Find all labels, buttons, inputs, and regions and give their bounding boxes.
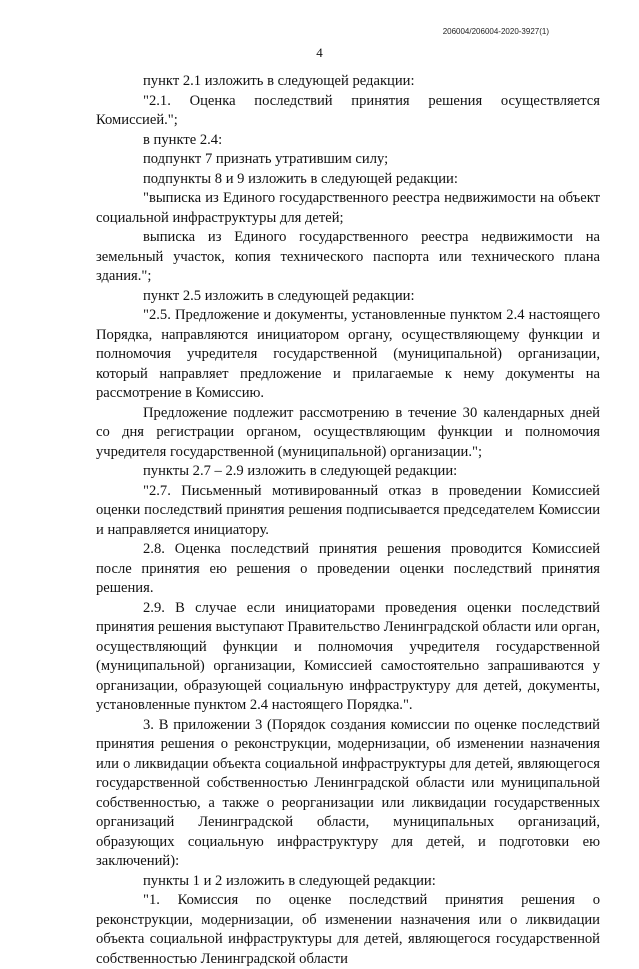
paragraph: пункты 1 и 2 изложить в следующей редакции: (143, 872, 436, 889)
paragraph: пункт 2.1 изложить в следующей редакции: (143, 73, 415, 89)
paragraph: пункт 2.5 изложить в следующей редакции: (143, 287, 415, 304)
paragraph: "выписка из Единого государственного реестра недвижимости на объект социальной инфраструктуры для детей; (96, 190, 600, 226)
paragraph: 2.8. Оценка последствий принятия решения проводится Комиссией после принятия ею решения о проведении оценки последствий принятия решения. (96, 541, 600, 596)
paragraph: подпункт 7 признать утратившим силу; (143, 151, 389, 167)
document-id: 206004/206004-2020-3927(1) (442, 27, 549, 36)
paragraph: в пункте 2.4: (143, 131, 223, 148)
paragraph: 2.9. В случае если инициаторами проведения оценки последствий принятия решения выступают Правительство Ленинградской области или орган, осуществляющий функции и полномочия учредителя государственной (муниципальной) организации, Комиссией самостоятельно запрашиваются у организации, образующей социальную инфраструктуру для детей, документы, установленные пунктом 2.4 настоящего Порядка.". (96, 599, 600, 713)
paragraph: подпункты 8 и 9 изложить в следующей редакции: (143, 170, 458, 187)
paragraph: выписка из Единого государственного реестра недвижимости на земельный участок, копия технического паспорта или технического плана здания."; (96, 229, 600, 284)
paragraph: "2.7. Письменный мотивированный отказ в проведении Комиссией оценки последствий принятия решения подписывается председателем Комиссии и направляется инициатору. (96, 482, 600, 538)
paragraph: "1. Комиссия по оценке последствий принятия решения о реконструкции, модернизации, об изменении назначения или о ликвидации объекта социальной инфраструктуры для детей, являющегося государственной собственностью Ленинградской области (96, 892, 600, 967)
paragraph: "2.1. Оценка последствий принятия решения осуществляется Комиссией."; (96, 92, 600, 128)
document-body (96, 72, 600, 969)
page-number: 4 (316, 45, 323, 60)
paragraph: пункты 2.7 – 2.9 изложить в следующей редакции: (143, 463, 458, 479)
paragraph: Предложение подлежит рассмотрению в течение 30 календарных дней со дня регистрации органом, осуществляющим функции и полномочия учредителя государственной (муниципальной) организации."; (96, 404, 600, 460)
paragraph: "2.5. Предложение и документы, установленные пунктом 2.4 настоящего Порядка, направляются инициатором органу, осуществляющему функции и полномочия учредителя государственной (муниципальной) организации, который направляет предложение и прилагаемые к нему документы на рассмотрение в Комиссию. (96, 307, 600, 401)
paragraph: 3. В приложении 3 (Порядок создания комиссии по оценке последствий принятия решения о реконструкции, модернизации, об изменении назначения или о ликвидации объекта социальной инфраструктуры для детей, являющегося государственной собственностью Ленинградской области или муниципальной собственностью, а также о реорганизации или ликвидации государственных организаций Ленинградской области, муниципальных организаций, образующих социальную инфраструктуру для детей, и подготовки ею заключений): (96, 716, 600, 869)
